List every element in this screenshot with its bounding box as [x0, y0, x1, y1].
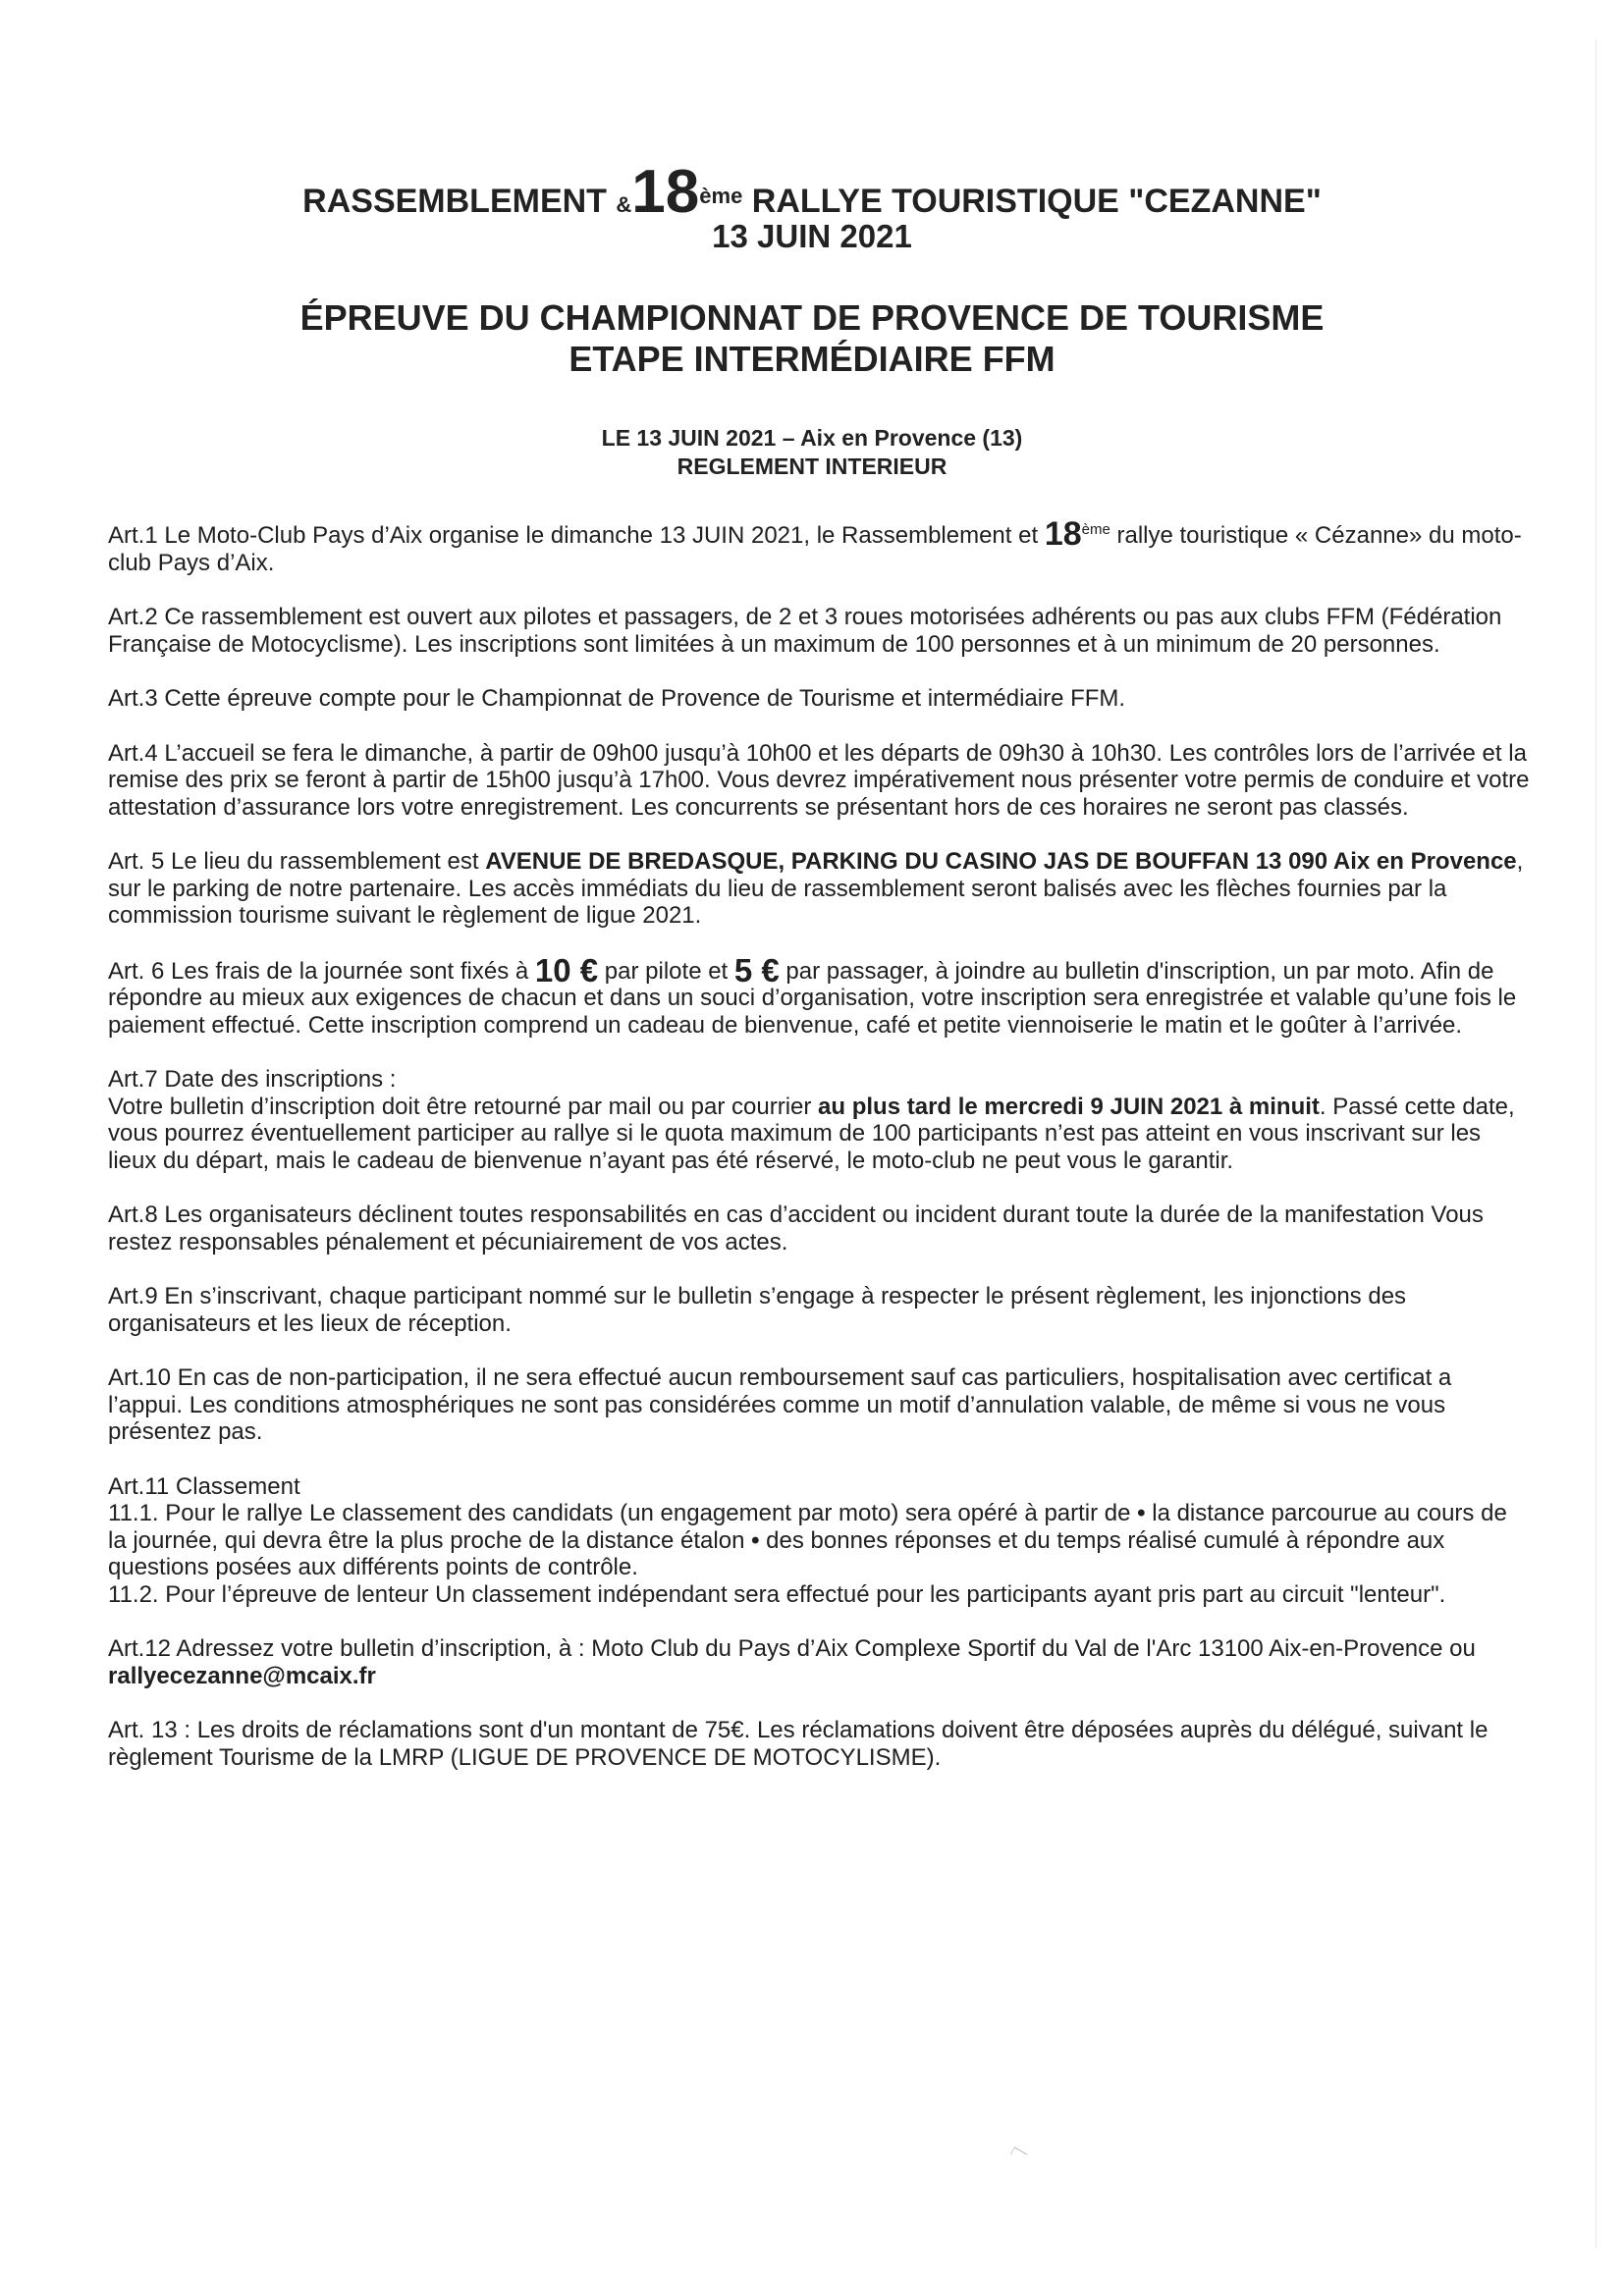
article-6: [108, 951, 1532, 1040]
article-12: [108, 1635, 1532, 1689]
article-1-text: Art.1 Le Moto-Club Pays d’Aix organise le dimanche 13 JUIN 2021, le Rassemblement et: [108, 522, 1045, 549]
article-3: [108, 685, 1532, 713]
article-11-1-text: 11.1. Pour le rallye Le classement des candidats (un engagement par moto) sera opéré à partir de: [108, 1500, 1138, 1526]
article-7: [108, 1066, 1532, 1174]
article-6-text-mid: par pilote et: [598, 957, 734, 985]
article-11: [108, 1473, 1532, 1609]
article-9-text: Art.9 En s’inscrivant, chaque participant nommé sur le bulletin s’engage à respecter le présent règlement, les injonctions des organisateurs et les lieux de réception.: [108, 1283, 1407, 1337]
article-6-text: Art. 6 Les frais de la journée sont fixés à: [108, 957, 535, 985]
article-1-number: 18: [1044, 515, 1082, 553]
rally-address: AVENUE DE BREDASQUE, PARKING DU CASINO JAS DE BOUFFAN 13 090 Aix en Provence: [485, 848, 1517, 875]
event-title: [0, 157, 1624, 227]
event-subtitle-line-2: ETAPE INTERMÉDIAIRE FFM: [568, 339, 1056, 379]
bullet-icon: •: [1137, 1500, 1146, 1526]
article-1-suffix: ème: [1081, 521, 1110, 538]
article-11-title: Art.11 Classement: [108, 1472, 300, 1500]
article-13-text: Art. 13 : Les droits de réclamations sont d'un montant de 75€. Les réclamations doivent être déposées auprès du délégué, suivant le règlement Tourisme de la LMRP (LIGUE DE PROVENCE DE MOTOCYLISME).: [108, 1717, 1489, 1771]
article-1-text-end: rallye touristique « Cézanne» du moto-club Pays d’Aix.: [108, 522, 1522, 576]
article-10-text: Art.10 En cas de non-participation, il ne sera effectué aucun remboursement sauf cas particuliers, hospitalisation avec certificat a l’appui. Les conditions atmosphériques ne sont pas considérées comme un motif d’annulation valable, de même si vous ne vous présentez pas.: [108, 1364, 1452, 1445]
article-4-text: Art.4 L’accueil se fera le dimanche, à partir de 09h00 jusqu’à 10h00 et les départs de 09h30 à 10h30. Les contrôles lors de l’arrivée et la remise des prix se feront à partir de 15h00 jusqu’à 17h00. Vous devrez impérativement nous présenter votre permis de conduire et votre attestation d’assurance lors votre enregistrement. Les concurrents se présentant hors de ces horaires ne seront pas classés.: [108, 739, 1530, 821]
article-1: [108, 516, 1532, 576]
rules-title: REGLEMENT INTERIEUR: [677, 454, 947, 479]
article-13: [108, 1717, 1532, 1771]
passenger-price: 5 €: [733, 951, 780, 988]
title-ampersand: &: [616, 192, 632, 217]
article-11-2-text: 11.2. Pour l’épreuve de lenteur Un classement indépendant sera effectué pour les participants ayant pris part au circuit "lenteur".: [108, 1580, 1446, 1608]
location-block: [0, 424, 1624, 481]
article-8: [108, 1201, 1532, 1255]
bullet-icon: •: [751, 1526, 760, 1554]
title-part-1: RASSEMBLEMENT: [302, 183, 607, 220]
article-8-text: Art.8 Les organisateurs déclinent toutes responsabilités en cas d’accident ou incident durant toute la durée de la manifestation Vous restez responsables pénalement et pécuniairement de vos actes.: [108, 1201, 1484, 1255]
article-3-text: Art.3 Cette épreuve compte pour le Championnat de Provence de Tourisme et intermédiaire FFM.: [108, 685, 1126, 712]
article-2: [108, 604, 1532, 658]
registration-deadline: au plus tard le mercredi 9 JUIN 2021 à minuit: [818, 1093, 1320, 1120]
article-12-text: Art.12 Adressez votre bulletin d’inscription, à : Moto Club du Pays d’Aix Complexe Sportif du Val de l'Arc 13100 Aix-en-Provence ou: [108, 1635, 1476, 1662]
article-4: [108, 740, 1532, 822]
article-11-1-text-end: des bonnes réponses et du temps réalisé cumulé à répondre aux questions posées aux différents points de contrôle.: [108, 1526, 1445, 1580]
rules-body: [108, 516, 1532, 1798]
article-5-text-end: , sur le parking de notre partenaire. Les accès immédiats du lieu de rassemblement seront balisés avec les flèches fournies par la commission tourisme suivant le règlement de ligue 2021.: [108, 848, 1524, 929]
event-date: 13 JUIN 2021: [712, 218, 912, 254]
event-subtitle-line-1: ÉPREUVE DU CHAMPIONNAT DE PROVENCE DE TOURISME: [299, 297, 1325, 338]
scan-speck: [1010, 2147, 1027, 2162]
article-6-text-end: par passager, à joindre au bulletin d'inscription, un par moto. Afin de répondre au mieux aux exigences de chacun et dans un souci d’organisation, votre inscription sera enregistrée et valable qu’une fois le paiement effectué. Cette inscription comprend un cadeau de bienvenue, café et petite viennoiserie le matin et le goûter à l’arrivée.: [108, 957, 1517, 1039]
location-line: LE 13 JUIN 2021 – Aix en Provence (13): [601, 425, 1023, 451]
article-10: [108, 1364, 1532, 1446]
article-7-title: Art.7 Date des inscriptions :: [108, 1066, 397, 1093]
article-2-text: Art.2 Ce rassemblement est ouvert aux pilotes et passagers, de 2 et 3 roues motorisées adhérents ou pas aux clubs FFM (Fédération Française de Motocyclisme). Les inscriptions sont limitées à un maximum de 100 personnes et à un minimum de 20 personnes.: [108, 604, 1502, 658]
pilot-price: 10 €: [534, 951, 599, 988]
article-9: [108, 1283, 1532, 1337]
article-7-text: Votre bulletin d’inscription doit être retourné par mail ou par courrier: [108, 1093, 819, 1120]
event-subtitle: [0, 297, 1624, 380]
article-5: [108, 848, 1532, 930]
title-part-2: RALLYE TOURISTIQUE "CEZANNE": [751, 183, 1322, 220]
contact-email: rallyecezanne@mcaix.fr: [108, 1662, 376, 1689]
article-7-text-end: . Passé cette date, vous pourrez éventuellement participer au rallye si le quota maximum de 100 participants n’est pas atteint en vous inscrivant sur les lieux du départ, mais le cadeau de bienvenue n’ayant pas été réservé, le moto-club ne peut vous le garantir.: [108, 1093, 1515, 1174]
article-5-text: Art. 5 Le lieu du rassemblement est: [108, 848, 486, 875]
title-edition-number: 18: [631, 158, 700, 226]
title-edition-suffix: ème: [699, 184, 743, 208]
article-11-1-text-mid: la distance parcourue au cours de la journée, qui devra être la plus proche de la distance étalon: [108, 1500, 1507, 1554]
